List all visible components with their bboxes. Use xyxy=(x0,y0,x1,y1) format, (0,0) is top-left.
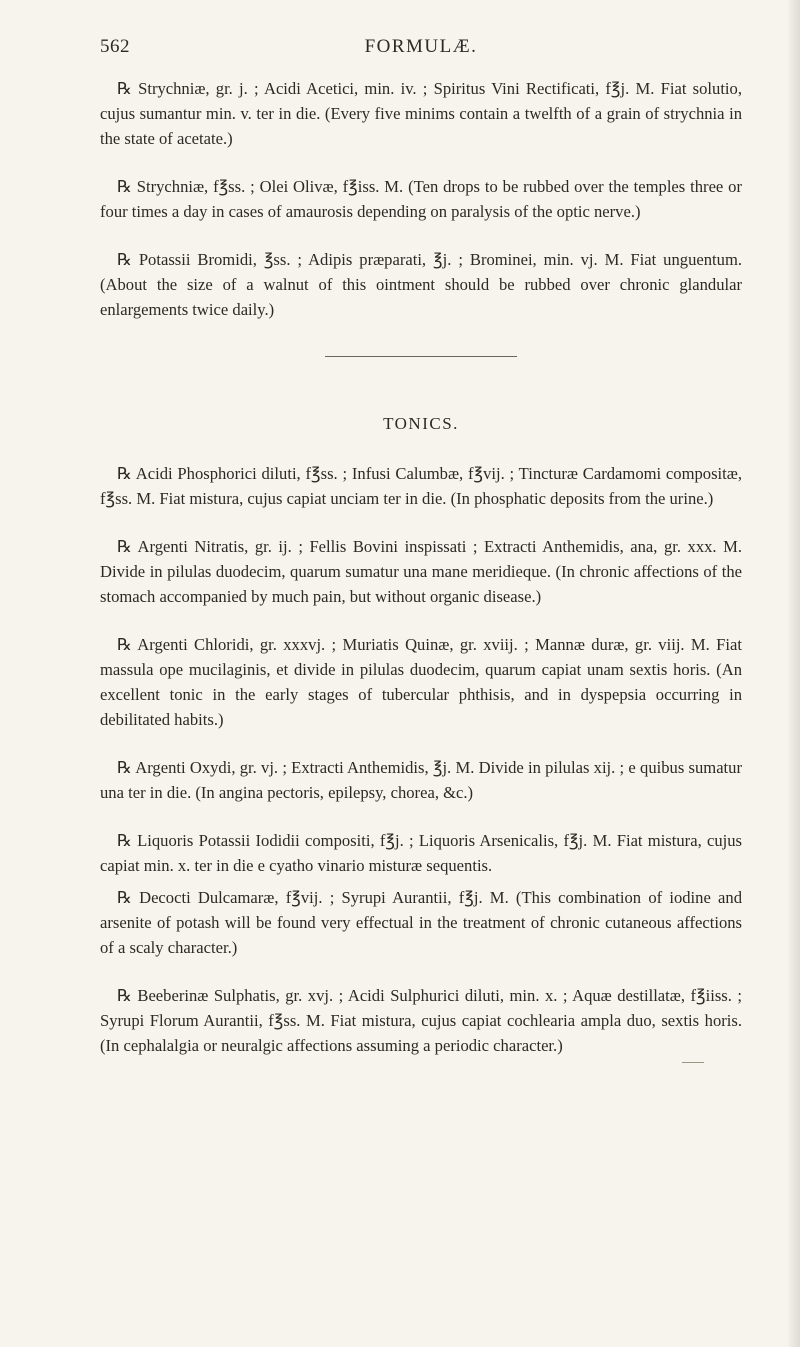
section-heading: TONICS. xyxy=(383,414,459,433)
page-body xyxy=(100,76,742,1063)
prescription-bromide-ointment: ℞ Potassii Bromidi, ℥ss. ; Adipis præparati, ℥j. ; Brominei, min. vj. M. Fiat unguentum. (About the size of a walnut of this ointment should be rubbed over chronic glandular enlargements twice daily.) xyxy=(100,250,742,319)
prescription-silver-oxide: ℞ Argenti Oxydi, gr. vj. ; Extracti Anthemidis, ℥j. M. Divide in pilulas xij. ; e quibus sumatur una ter in die. (In angina pectoris, epilepsy, chorea, &c.) xyxy=(100,758,742,802)
page-number: 562 xyxy=(100,36,130,57)
prescription-silver-nitrate: ℞ Argenti Nitratis, gr. ij. ; Fellis Bovini inspissati ; Extracti Anthemidis, ana, gr. xxx. M. Divide in pilulas duodecim, quarum sumatur una mane meridieque. (In chronic affections of the stomach accompanied by much pain, but without organic disease.) xyxy=(100,537,742,606)
prescription-strychnia-solution: ℞ Strychniæ, gr. j. ; Acidi Acetici, min. iv. ; Spiritus Vini Rectificati, f℥j. M. Fiat solutio, cujus sumantur min. v. ter in die. (Every five minims contain a twelfth of a grain of strychnia in the state of acetate.) xyxy=(100,79,742,148)
prescription-potassium-iodide: ℞ Liquoris Potassii Iodidii compositi, f℥j. ; Liquoris Arsenicalis, f℥j. M. Fiat mistura, cujus capiat min. x. ter in die e cyatho vinario misturæ sequentis. xyxy=(100,831,742,875)
prescription-beeberine: ℞ Beeberinæ Sulphatis, gr. xvj. ; Acidi Sulphurici diluti, min. x. ; Aquæ destillatæ, f℥iiss. ; Syrupi Florum Aurantii, f℥ss. M. Fiat mistura, cujus capiat cochlearia ampla duo, sextis horis. (In cephalalgia or neuralgic affections assuming a periodic character.) xyxy=(100,986,742,1055)
prescription-phosphoric-acid: ℞ Acidi Phosphorici diluti, f℥ss. ; Infusi Calumbæ, f℥vij. ; Tincturæ Cardamomi compositæ, f℥ss. M. Fiat mistura, cujus capiat unciam ter in die. (In phosphatic deposits from the urine.) xyxy=(100,464,742,508)
running-title: FORMULÆ. xyxy=(364,36,478,57)
running-header xyxy=(100,36,742,76)
page-edge-shadow xyxy=(786,0,800,1347)
end-mark xyxy=(682,1062,704,1063)
prescription-silver-chloride: ℞ Argenti Chloridi, gr. xxxvj. ; Muriatis Quinæ, gr. xviij. ; Mannæ duræ, gr. viij. M. Fiat massula ope mucilaginis, et divide in pilulas duodecim, quarum capiat unam sextis horis. (An excellent tonic in the early stages of tubercular phthisis, and in dyspepsia occurring in debilitated habits.) xyxy=(100,635,742,729)
section-divider xyxy=(325,356,517,357)
prescription-strychnia-oil: ℞ Strychniæ, f℥ss. ; Olei Olivæ, f℥iss. M. (Ten drops to be rubbed over the temples three or four times a day in cases of amaurosis depending on paralysis of the optic nerve.) xyxy=(100,177,742,221)
prescription-dulcamara: ℞ Decocti Dulcamaræ, f℥vij. ; Syrupi Aurantii, f℥j. M. (This combination of iodine and arsenite of potash will be found very effectual in the treatment of chronic cutaneous affections of a scaly character.) xyxy=(100,888,742,957)
